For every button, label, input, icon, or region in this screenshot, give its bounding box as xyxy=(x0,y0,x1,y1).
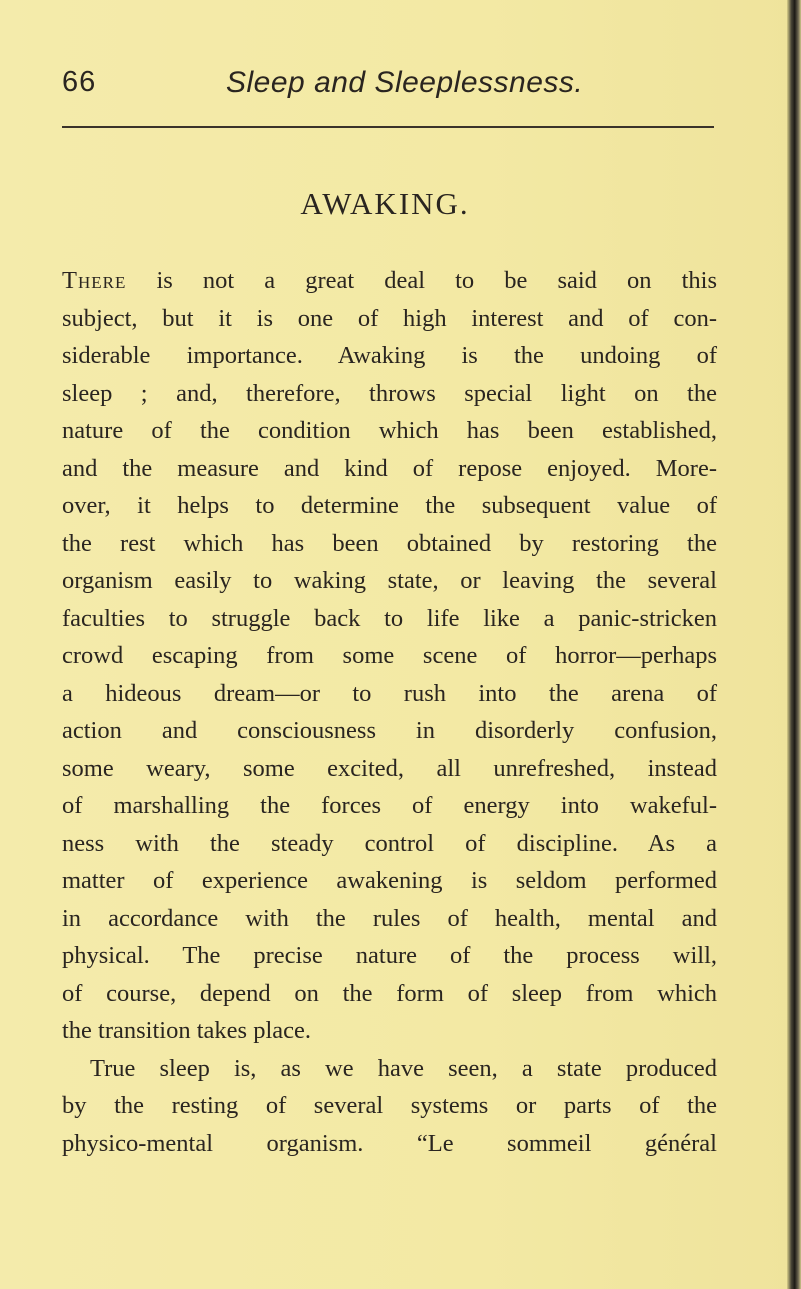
text-line: a hideous dream—or to rush into the arena of xyxy=(62,679,717,707)
text-line: of course, depend on the form of sleep from which xyxy=(62,979,717,1007)
text-line: the transition takes place. xyxy=(62,1017,311,1044)
text-line: physico-mental organism. “Le sommeil général xyxy=(62,1129,717,1157)
section-heading: AWAKING. xyxy=(300,186,470,221)
text-line: over, it helps to determine the subsequent value of xyxy=(62,492,717,519)
text-line: sleep ; and, therefore, throws special light on the xyxy=(62,379,717,407)
text-line: nature of the condition which has been established, xyxy=(62,417,717,444)
body-text xyxy=(62,262,717,1162)
page-edge-shadow xyxy=(787,0,801,1289)
text-line-rest: is not a great deal to be said on this xyxy=(126,267,717,294)
text-line xyxy=(62,262,717,300)
text-line: of marshalling the forces of energy into wakeful- xyxy=(62,792,717,819)
text-line: ness with the steady control of discipline. As a xyxy=(62,829,717,857)
lead-word: There xyxy=(62,267,127,294)
text-line: action and consciousness in disorderly confusion, xyxy=(62,717,717,744)
header-rule xyxy=(62,126,714,128)
text-line: subject, but it is one of high interest and of con- xyxy=(62,304,717,332)
text-line: crowd escaping from some scene of horror—perhaps xyxy=(62,642,717,669)
text-line: True sleep is, as we have seen, a state produced xyxy=(90,1054,717,1082)
text-line: physical. The precise nature of the process will, xyxy=(62,942,717,969)
text-line: the rest which has been obtained by restoring the xyxy=(62,529,717,557)
running-head xyxy=(62,66,722,110)
text-line: and the measure and kind of repose enjoyed. More- xyxy=(62,454,717,482)
page-number: 66 xyxy=(62,66,97,98)
text-line: organism easily to waking state, or leaving the several xyxy=(62,567,717,594)
text-line: by the resting of several systems or parts of the xyxy=(62,1092,717,1119)
text-line: faculties to struggle back to life like a panic-stricken xyxy=(62,604,717,632)
running-title: Sleep and Sleeplessness. xyxy=(226,66,584,99)
text-line: in accordance with the rules of health, mental and xyxy=(62,904,717,932)
text-line: matter of experience awakening is seldom performed xyxy=(62,867,717,894)
text-line: some weary, some excited, all unrefreshed, instead xyxy=(62,754,717,782)
text-line: siderable importance. Awaking is the undoing of xyxy=(62,342,717,369)
